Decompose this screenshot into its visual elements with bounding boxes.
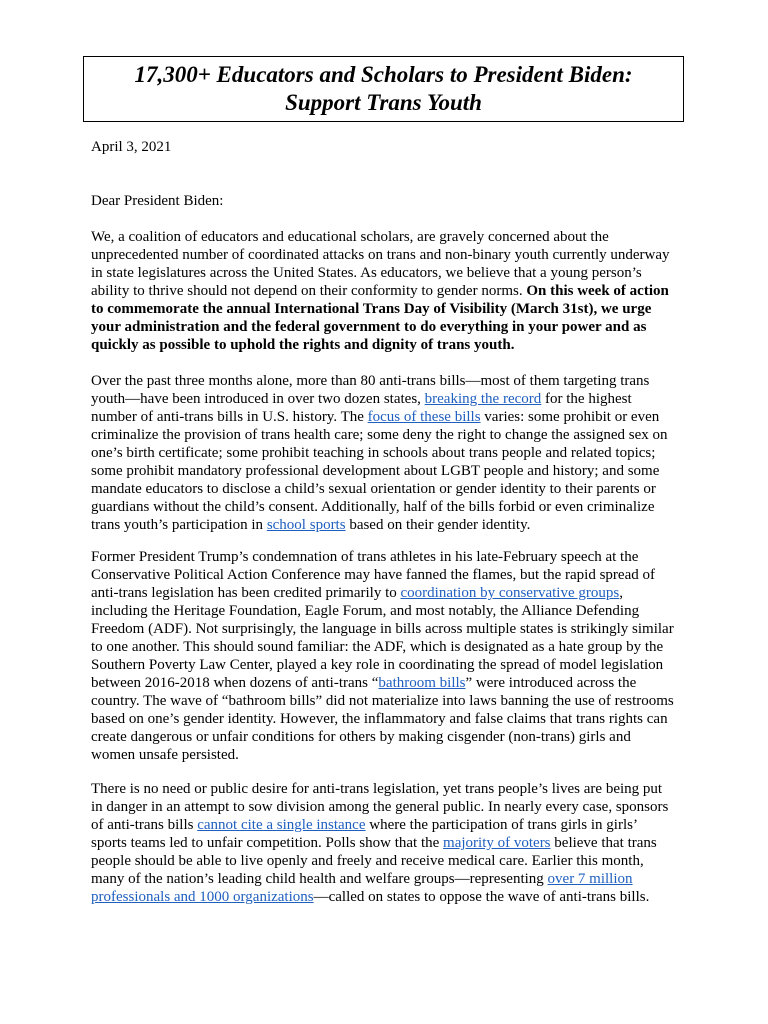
text-run: number of anti-trans bills in U.S. history. The	[91, 409, 368, 425]
bold-text: to commemorate the annual International Trans Day of Visibility (March 31st), we urge	[91, 301, 652, 317]
text-run: between 2016-2018 when dozens of anti-trans “	[91, 675, 379, 691]
paragraph-line	[91, 674, 691, 692]
paragraph-line	[91, 584, 691, 602]
title-box	[83, 56, 684, 122]
text-run: many of the nation’s leading child health and welfare groups—representing	[91, 871, 548, 887]
text-run: anti-trans legislation has been credited primarily to	[91, 585, 401, 601]
paragraph-line: country. The wave of “bathroom bills” did not materialize into laws banning the use of restrooms	[91, 693, 674, 709]
bold-text: your administration and the federal government to do everything in your power and as	[91, 319, 647, 335]
paragraph-line: unprecedented number of coordinated attacks on trans and non-binary youth currently underway	[91, 247, 670, 263]
paragraph-line: in danger in an attempt to sow division among the general public. In nearly every case, sponsors	[91, 799, 669, 815]
text-run: trans youth’s participation in	[91, 517, 267, 533]
salutation: Dear President Biden:	[91, 193, 224, 209]
paragraph-line: in state legislatures across the United States. As educators, we believe that a young person’s	[91, 265, 642, 281]
text-run: ” were introduced across the	[465, 675, 637, 691]
paragraph-1	[91, 228, 691, 354]
bathroom-bills-link[interactable]: bathroom bills	[378, 675, 466, 691]
professionals-and-organizations-link[interactable]: professionals and 1000 organizations	[91, 889, 314, 905]
paragraph-line	[91, 336, 691, 354]
paragraph-line: criminalize the provision of trans health care; some deny the right to change the assigned sex on	[91, 427, 668, 443]
paragraph-2	[91, 372, 691, 534]
text-run: ability to thrive should not depend on their conformity to gender norms.	[91, 283, 527, 299]
paragraph-line: guardians without the child’s consent. Additionally, half of the bills forbid or even criminalize	[91, 499, 655, 515]
text-run: varies: some prohibit or even	[480, 409, 660, 425]
text-run: for the highest	[541, 391, 632, 407]
paragraph-line	[91, 888, 691, 906]
school-sports-link[interactable]: school sports	[266, 517, 346, 533]
paragraph-line: women unsafe persisted.	[91, 747, 239, 763]
paragraph-line: Southern Poverty Law Center, played a key role in coordinating the spread of model legislation	[91, 657, 664, 673]
over-7-million-link[interactable]: over 7 million	[547, 871, 633, 887]
text-run: sports teams led to unfair competition. Polls show that the	[91, 835, 444, 851]
text-run: of anti-trans bills	[91, 817, 198, 833]
paragraph-line	[91, 300, 691, 318]
letter-date: April 3, 2021	[91, 139, 172, 155]
bold-text: On this week of action	[526, 283, 669, 299]
text-run: believe that trans	[550, 835, 657, 851]
paragraph-line	[91, 834, 691, 852]
paragraph-4	[91, 780, 691, 906]
title-line-2: Support Trans Youth	[285, 90, 482, 115]
paragraph-line: We, a coalition of educators and educational scholars, are gravely concerned about the	[91, 229, 609, 245]
paragraph-line: including the Heritage Foundation, Eagle Forum, and most notably, the Alliance Defending	[91, 603, 640, 619]
paragraph-line: mandate educators to disclose a child’s sexual orientation or gender identity to their parents or	[91, 481, 656, 497]
paragraph-line: Over the past three months alone, more than 80 anti-trans bills—most of them targeting trans	[91, 373, 650, 389]
text-run: ,	[619, 585, 623, 601]
paragraph-line	[91, 816, 691, 834]
paragraph-line: based on one’s gender identity. However, the inflammatory and false claims that trans rights can	[91, 711, 668, 727]
bold-text: quickly as possible to uphold the rights and dignity of trans youth.	[91, 337, 515, 353]
paragraph-line: one’s birth certificate; some prohibit teaching in schools about trans people and related topics;	[91, 445, 656, 461]
paragraph-line: create dangerous or unfair conditions for others by making cisgender (non-trans) girls and	[91, 729, 631, 745]
paragraph-line: people should be able to live openly and freely and receive medical care. Earlier this month,	[91, 853, 644, 869]
paragraph-line	[91, 516, 691, 534]
paragraph-line: Freedom (ADF). Not surprisingly, the language in bills across multiple states is strikingly similar	[91, 621, 674, 637]
paragraph-line	[91, 282, 691, 300]
paragraph-3	[91, 548, 691, 764]
text-run: —called on states to oppose the wave of anti-trans bills.	[313, 889, 650, 905]
focus-of-these-bills-link[interactable]: focus of these bills	[367, 409, 481, 425]
paragraph-line	[91, 318, 691, 336]
coordination-by-conservative-groups-link[interactable]: coordination by conservative groups	[400, 585, 620, 601]
text-run: youth—have been introduced in over two dozen states,	[91, 391, 425, 407]
paragraph-line: Conservative Political Action Conference may have fanned the flames, but the rapid spread of	[91, 567, 655, 583]
majority-of-voters-link[interactable]: majority of voters	[443, 835, 551, 851]
paragraph-line	[91, 390, 691, 408]
cannot-cite-a-single-instance-link[interactable]: cannot cite a single instance	[197, 817, 366, 833]
paragraph-line	[91, 408, 691, 426]
paragraph-line: to one another. This should sound familiar: the ADF, which is designated as a hate group by the	[91, 639, 664, 655]
paragraph-line: Former President Trump’s condemnation of trans athletes in his late-February speech at the	[91, 549, 639, 565]
breaking-the-record-link[interactable]: breaking the record	[424, 391, 542, 407]
text-run: based on their gender identity.	[345, 517, 531, 533]
paragraph-line: There is no need or public desire for anti-trans legislation, yet trans people’s lives are being put	[91, 781, 663, 797]
text-run: where the participation of trans girls in girls’	[365, 817, 638, 833]
paragraph-line	[91, 870, 691, 888]
title-line-1: 17,300+ Educators and Scholars to President Biden:	[134, 62, 633, 87]
paragraph-line: some prohibit mandatory professional development about LGBT people and history; and some	[91, 463, 660, 479]
